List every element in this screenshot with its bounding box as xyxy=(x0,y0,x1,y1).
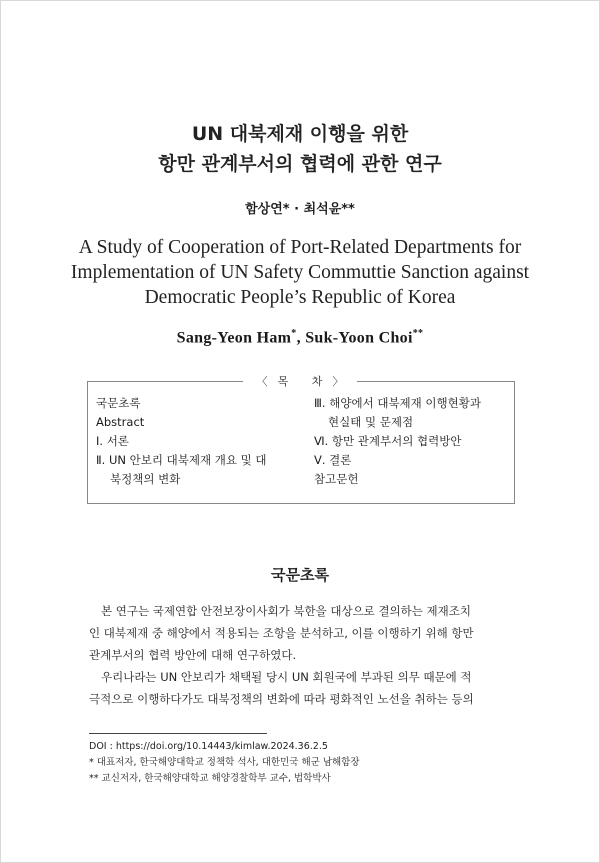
toc-item[interactable]: 참고문헌 xyxy=(314,472,359,486)
title-korean-line1: UN 대북제재 이행을 위한 xyxy=(191,123,409,145)
footnote-divider xyxy=(89,733,267,734)
toc-item[interactable]: Ⅱ. UN 안보리 대북제재 개요 및 대 xyxy=(96,453,267,467)
toc-item[interactable]: Ⅰ. 서론 xyxy=(96,434,129,448)
table-of-contents-box xyxy=(87,381,515,504)
toc-left-column xyxy=(96,394,316,489)
footnote-2: ** 교신저자, 한국해양대학교 해양경찰학부 교수, 법학박사 xyxy=(89,773,331,784)
abstract-body xyxy=(89,600,515,710)
toc-right-column xyxy=(314,394,514,489)
authors-korean: 함상연* · 최석윤** xyxy=(245,202,355,217)
toc-item[interactable]: 국문초록 xyxy=(96,396,141,410)
abstract-line: 극적으로 이행하다가도 대북정책의 변화에 따라 평화적인 노선을 취하는 등의 xyxy=(89,692,474,706)
toc-item[interactable]: Ⅵ. 항만 관계부서의 협력방안 xyxy=(314,434,462,448)
footnotes xyxy=(89,739,519,787)
doi-link[interactable]: DOI : https://doi.org/10.14443/kimlaw.2024.36.2.5 xyxy=(89,741,328,752)
abstract-line: 인 대북제재 중 해양에서 적용되는 조항을 분석하고, 이를 이행하기 위해 항만 xyxy=(89,626,474,640)
abstract-heading: 국문초록 xyxy=(271,566,329,584)
toc-item[interactable]: Ⅲ. 해양에서 대북제재 이행현황과 xyxy=(314,396,481,410)
authors-english xyxy=(1,328,599,347)
title-english-line1: A Study of Cooperation of Port-Related Departments for xyxy=(78,237,522,258)
toc-item-continuation[interactable]: 북정책의 변화 xyxy=(110,472,181,486)
toc-heading: 〈목 차〉 xyxy=(1,373,599,389)
abstract-line: 본 연구는 국제연합 안전보장이사회가 북한을 대상으로 결의하는 제재조치 xyxy=(101,604,471,618)
author-2-mark: ** xyxy=(412,328,424,339)
title-korean-line2: 항만 관계부서의 협력에 관한 연구 xyxy=(158,153,442,175)
abstract-line: 우리나라는 UN 안보리가 채택될 당시 UN 회원국에 부과된 의무 때문에 적 xyxy=(101,670,472,684)
author-separator: , xyxy=(296,329,306,347)
toc-item[interactable]: Abstract xyxy=(96,415,145,429)
title-english-line2: Implementation of UN Safety Commuttie Sanction against xyxy=(70,262,530,283)
toc-item[interactable]: Ⅴ. 결론 xyxy=(314,453,352,467)
author-2-name: Suk-Yoon Choi xyxy=(305,329,413,347)
footnote-1: * 대표저자, 한국해양대학교 정책학 석사, 대한민국 해군 남해함장 xyxy=(89,757,360,768)
author-1-name: Sang-Yeon Ham xyxy=(176,329,292,347)
toc-item-continuation[interactable]: 현실태 및 문제점 xyxy=(328,415,414,429)
author-1-mark: * xyxy=(291,328,297,339)
abstract-line: 관계부서의 협력 방안에 대해 연구하였다. xyxy=(89,648,297,662)
title-english-line3: Democratic People’s Republic of Korea xyxy=(144,287,456,308)
